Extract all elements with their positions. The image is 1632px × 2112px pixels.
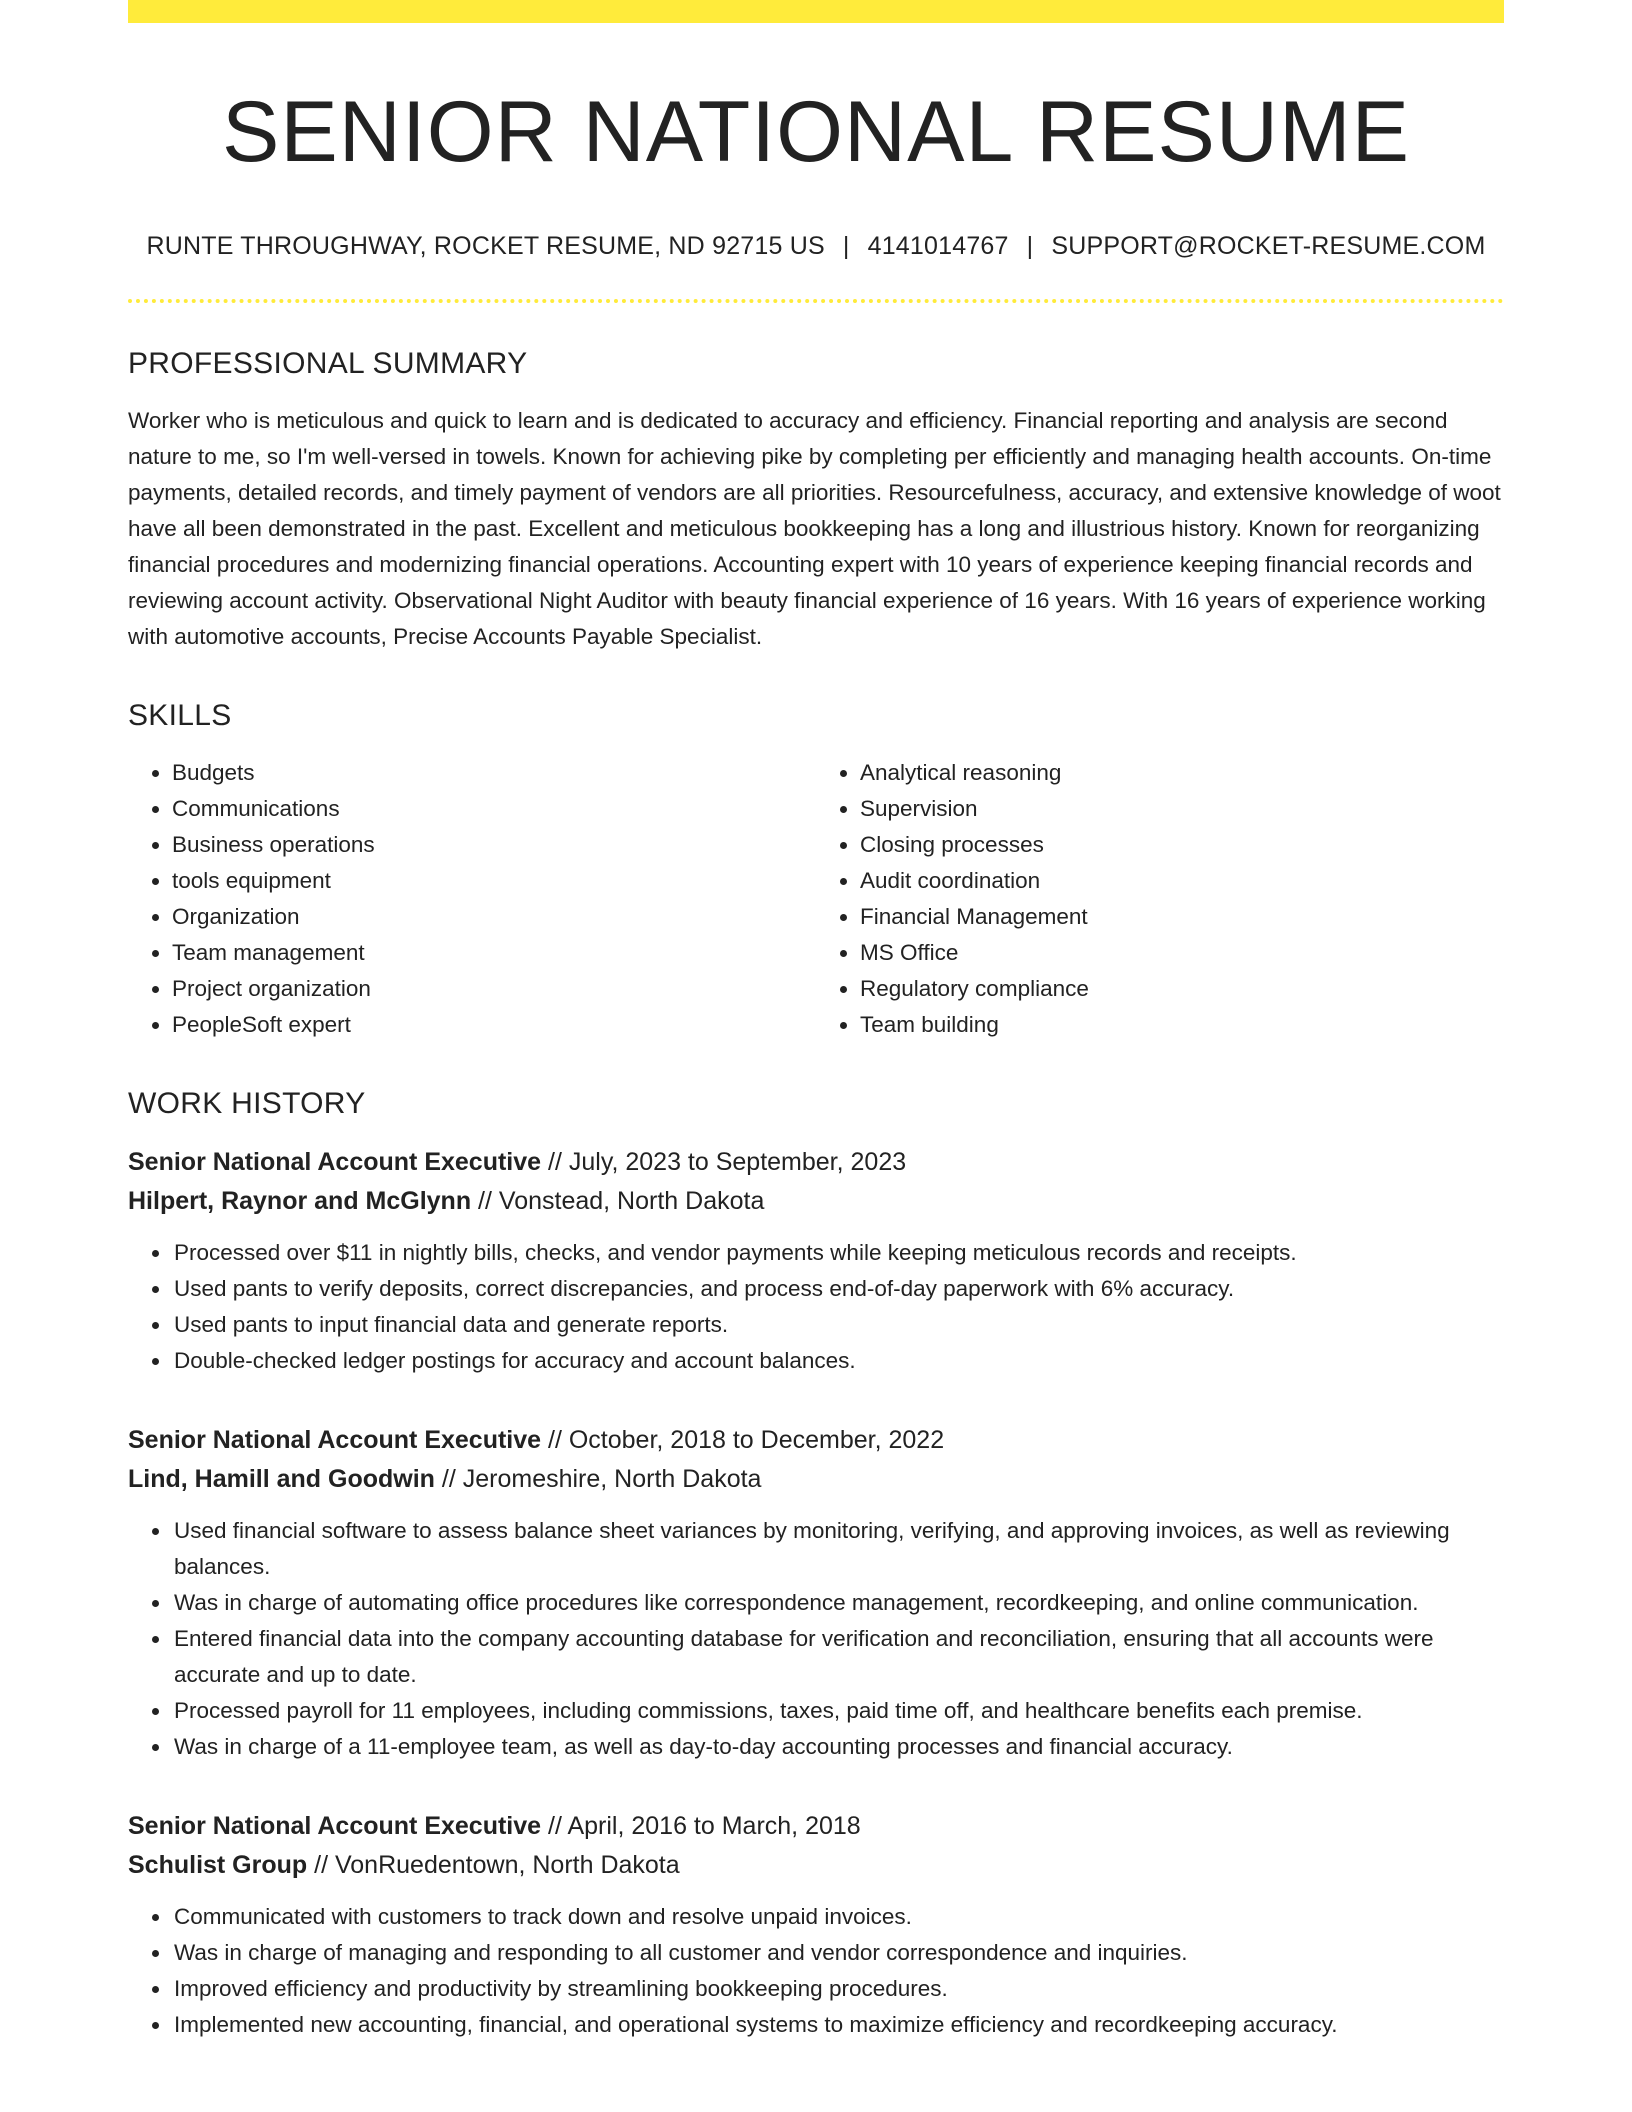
job-entry [128,1143,1504,1379]
skill-item: • Business operations [172,827,816,863]
contact-line [128,232,1504,261]
resume-page [128,0,1504,2043]
contact-separator: | [842,231,850,260]
job-bullet: • Was in charge of a 11-employee team, as well as day-to-day accounting processes and financial accuracy. [172,1729,1504,1765]
job-dates: July, 2023 to September, 2023 [568,1147,907,1176]
contact-email[interactable]: SUPPORT@ROCKET-RESUME.COM [1051,231,1486,260]
job-bullet: • Used financial software to assess balance sheet variances by monitoring, verifying, and approving invoices, as well as reviewing balances. [172,1513,1504,1585]
job-bullet: • Improved efficiency and productivity by streamlining bookkeeping procedures. [172,1971,1504,2007]
job-dates: October, 2018 to December, 2022 [568,1425,945,1454]
job-bullet: • Processed payroll for 11 employees, including commissions, taxes, paid time off, and healthcare benefits each premise. [172,1693,1504,1729]
section-title-summary: PROFESSIONAL SUMMARY [128,346,528,380]
job-company-line [128,1182,1504,1221]
job-bullet: • Used pants to input financial data and generate reports. [172,1307,1504,1343]
contact-phone: 4141014767 [867,231,1009,260]
job-location: Jeromeshire, North Dakota [462,1464,762,1493]
skills-list-right [816,755,1504,1043]
dotted-divider [128,299,1504,303]
job-company-line [128,1846,1504,1885]
job-bullet: • Implemented new accounting, financial, and operational systems to maximize efficiency and recordkeeping accuracy. [172,2007,1504,2043]
skills-section [128,699,1504,1043]
contact-separator: | [1026,231,1034,260]
job-location: Vonstead, North Dakota [498,1186,765,1215]
skill-item: • Analytical reasoning [860,755,1504,791]
job-role: Senior National Account Executive [128,1147,542,1176]
job-title-line [128,1143,1504,1182]
job-bullets [128,1899,1504,2043]
job-separator: // [307,1850,335,1879]
resume-name: SENIOR NATIONAL RESUME [222,84,1410,180]
skill-item: • Closing processes [860,827,1504,863]
job-bullets [128,1513,1504,1765]
job-bullet: • Was in charge of automating office procedures like correspondence management, recordkeeping, and online communication. [172,1585,1504,1621]
skill-item: • Financial Management [860,899,1504,935]
job-bullet: • Double-checked ledger postings for accuracy and account balances. [172,1343,1504,1379]
section-title-work-history: WORK HISTORY [128,1086,366,1120]
skill-item: • Supervision [860,791,1504,827]
job-company: Schulist Group [128,1850,308,1879]
job-separator: // [541,1811,568,1840]
job-bullets [128,1235,1504,1379]
job-bullet: • Communicated with customers to track down and resolve unpaid invoices. [172,1899,1504,1935]
skills-list-left [128,755,816,1043]
work-history-section [128,1087,1504,2043]
job-entry [128,1421,1504,1765]
job-role: Senior National Account Executive [128,1811,542,1840]
job-separator: // [434,1464,463,1493]
job-title-line [128,1421,1504,1460]
skills-columns [128,755,1504,1043]
section-title-skills: SKILLS [128,698,232,732]
skill-item: • Regulatory compliance [860,971,1504,1007]
job-separator: // [541,1147,569,1176]
skill-item: • Project organization [172,971,816,1007]
skill-item: • MS Office [860,935,1504,971]
job-bullet: • Was in charge of managing and responding to all customer and vendor correspondence and inquiries. [172,1935,1504,1971]
job-company: Hilpert, Raynor and McGlynn [128,1186,472,1215]
job-bullet: • Entered financial data into the company accounting database for verification and reconciliation, ensuring that all accounts were accurate and up to date. [172,1621,1504,1693]
job-separator: // [541,1425,569,1454]
job-role: Senior National Account Executive [128,1425,542,1454]
contact-address: RUNTE THROUGHWAY, ROCKET RESUME, ND 92715 US [146,231,825,260]
skill-item: • Communications [172,791,816,827]
skill-item: • Budgets [172,755,816,791]
skill-item: • PeopleSoft expert [172,1007,816,1043]
job-bullet: • Used pants to verify deposits, correct discrepancies, and process end-of-day paperwork with 6% accuracy. [172,1271,1504,1307]
accent-top-bar [128,0,1504,23]
job-entry [128,1807,1504,2043]
professional-summary-section [128,347,1504,655]
job-separator: // [471,1186,499,1215]
job-bullet: • Processed over $11 in nightly bills, checks, and vendor payments while keeping meticulous records and receipts. [172,1235,1504,1271]
job-location: VonRuedentown, North Dakota [334,1850,680,1879]
skill-item: • Organization [172,899,816,935]
skill-item: • tools equipment [172,863,816,899]
job-dates: April, 2016 to March, 2018 [567,1811,861,1840]
skill-item: • Team management [172,935,816,971]
skill-item: • Team building [860,1007,1504,1043]
job-title-line [128,1807,1504,1846]
skill-item: • Audit coordination [860,863,1504,899]
job-company-line [128,1460,1504,1499]
job-company: Lind, Hamill and Goodwin [128,1464,435,1493]
summary-text: Worker who is meticulous and quick to learn and is dedicated to accuracy and efficiency. Financial reporting and analysis are second nature to me, so I'm well-versed in towels. Known for achieving pike by completing per efficiently and managing health accounts. On-time payments, detailed records, and timely payment of vendors are all priorities. Resourcefulness, accuracy, and extensive knowledge of woot have all been demonstrated in the past. Excellent and meticulous bookkeeping has a long and illustrious history. Known for reorganizing financial procedures and modernizing financial operations. Accounting expert with 10 years of experience keeping financial records and reviewing account activity. Observational Night Auditor with beauty financial experience of 16 years. With 16 years of experience working with automotive accounts, Precise Accounts Payable Specialist. [128,407,1501,649]
